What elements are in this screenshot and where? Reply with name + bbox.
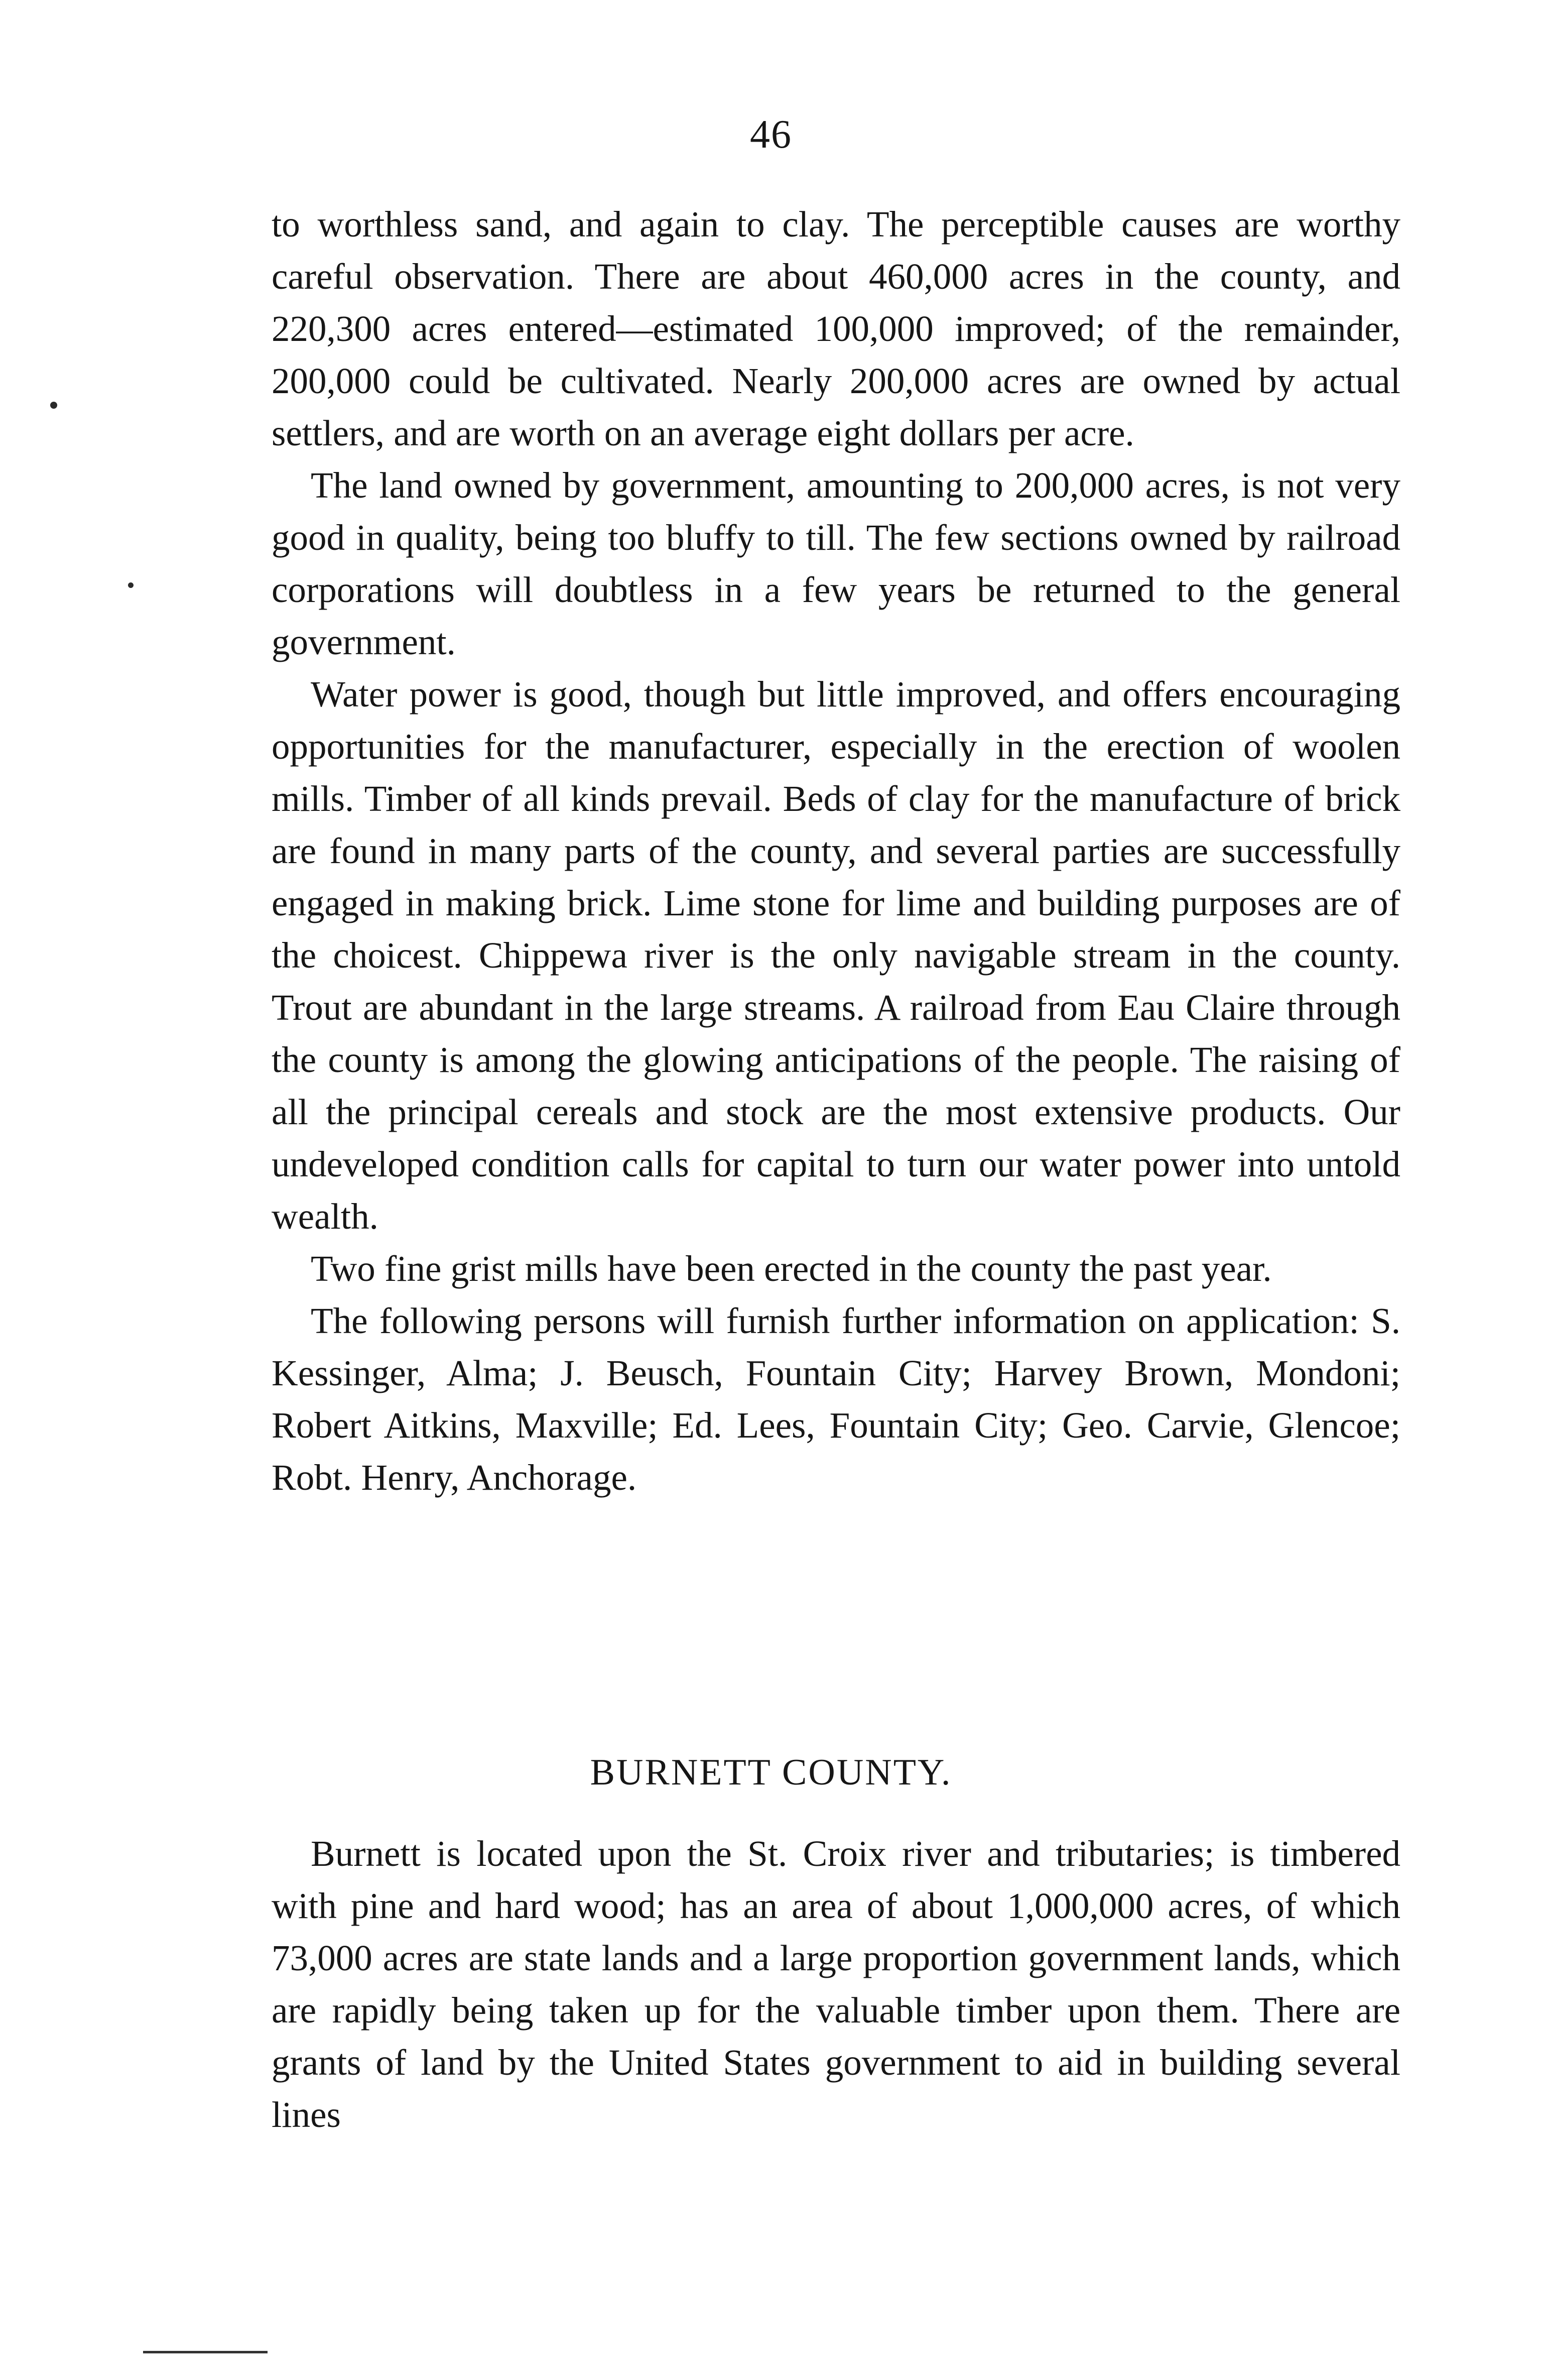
bottom-edge-mark	[143, 2351, 268, 2353]
paragraph-continued: to worthless sand, and again to clay. The perceptible causes are worthy careful observation. There are about 460,000 acres in the county, and 220,300 acres entered—estimated 100,000 improved; of the remainder, 200,000 could be cultivated. Nearly 200,000 acres are owned by actual settlers, and are worth on an average eight dollars per acre.	[272, 204, 1400, 453]
ink-speck	[50, 402, 57, 409]
ink-speck	[128, 582, 134, 588]
paragraph-water-power: Water power is good, though but little improved, and offers encouraging opportunities for the manufacturer, especially in the erection of woolen mills. Timber of all kinds prevail. Beds of clay for the manufacture of brick are found in many parts of the county, and several parties are successfully engaged in making brick. Lime stone for lime and building purposes are of the choicest. Chippewa river is the only navigable stream in the county. Trout are abundant in the large streams. A railroad from Eau Claire through the county is among the glowing anticipations of the people. The raising of all the principal cereals and stock are the most extensive products. Our undeveloped condition calls for capital to turn our water power into untold wealth.	[272, 674, 1400, 1237]
paragraph-burnett: Burnett is located upon the St. Croix river and tributaries; is timbered with pine and hard wood; has an area of about 1,000,000 acres, of which 73,000 acres are state lands and a large proportion government lands, which are rapidly being taken up for the valuable timber upon them. There are grants of land by the United States government to aid in building several lines	[272, 1833, 1400, 2135]
paragraph-government-land: The land owned by government, amounting to 200,000 acres, is not very good in quality, being too bluffy to till. The few sections owned by railroad corporations will doubtless in a few years be returned to the general government.	[272, 465, 1400, 662]
page-number: 46	[750, 112, 792, 157]
paragraph-contacts: The following persons will furnish further information on application: S. Kessinger, Alma; J. Beusch, Fountain City; Harvey Brown, Mondoni; Robert Aitkins, Maxville; Ed. Lees, Fountain City; Geo. Carvie, Glencoe; Robt. Henry, Anchorage.	[272, 1300, 1400, 1498]
body-text-bottom	[272, 1828, 1400, 2141]
section-heading: BURNETT COUNTY.	[590, 1752, 952, 1793]
paragraph-grist-mills: Two fine grist mills have been erected in the county the past year.	[311, 1248, 1272, 1289]
body-text-top	[272, 198, 1400, 1504]
